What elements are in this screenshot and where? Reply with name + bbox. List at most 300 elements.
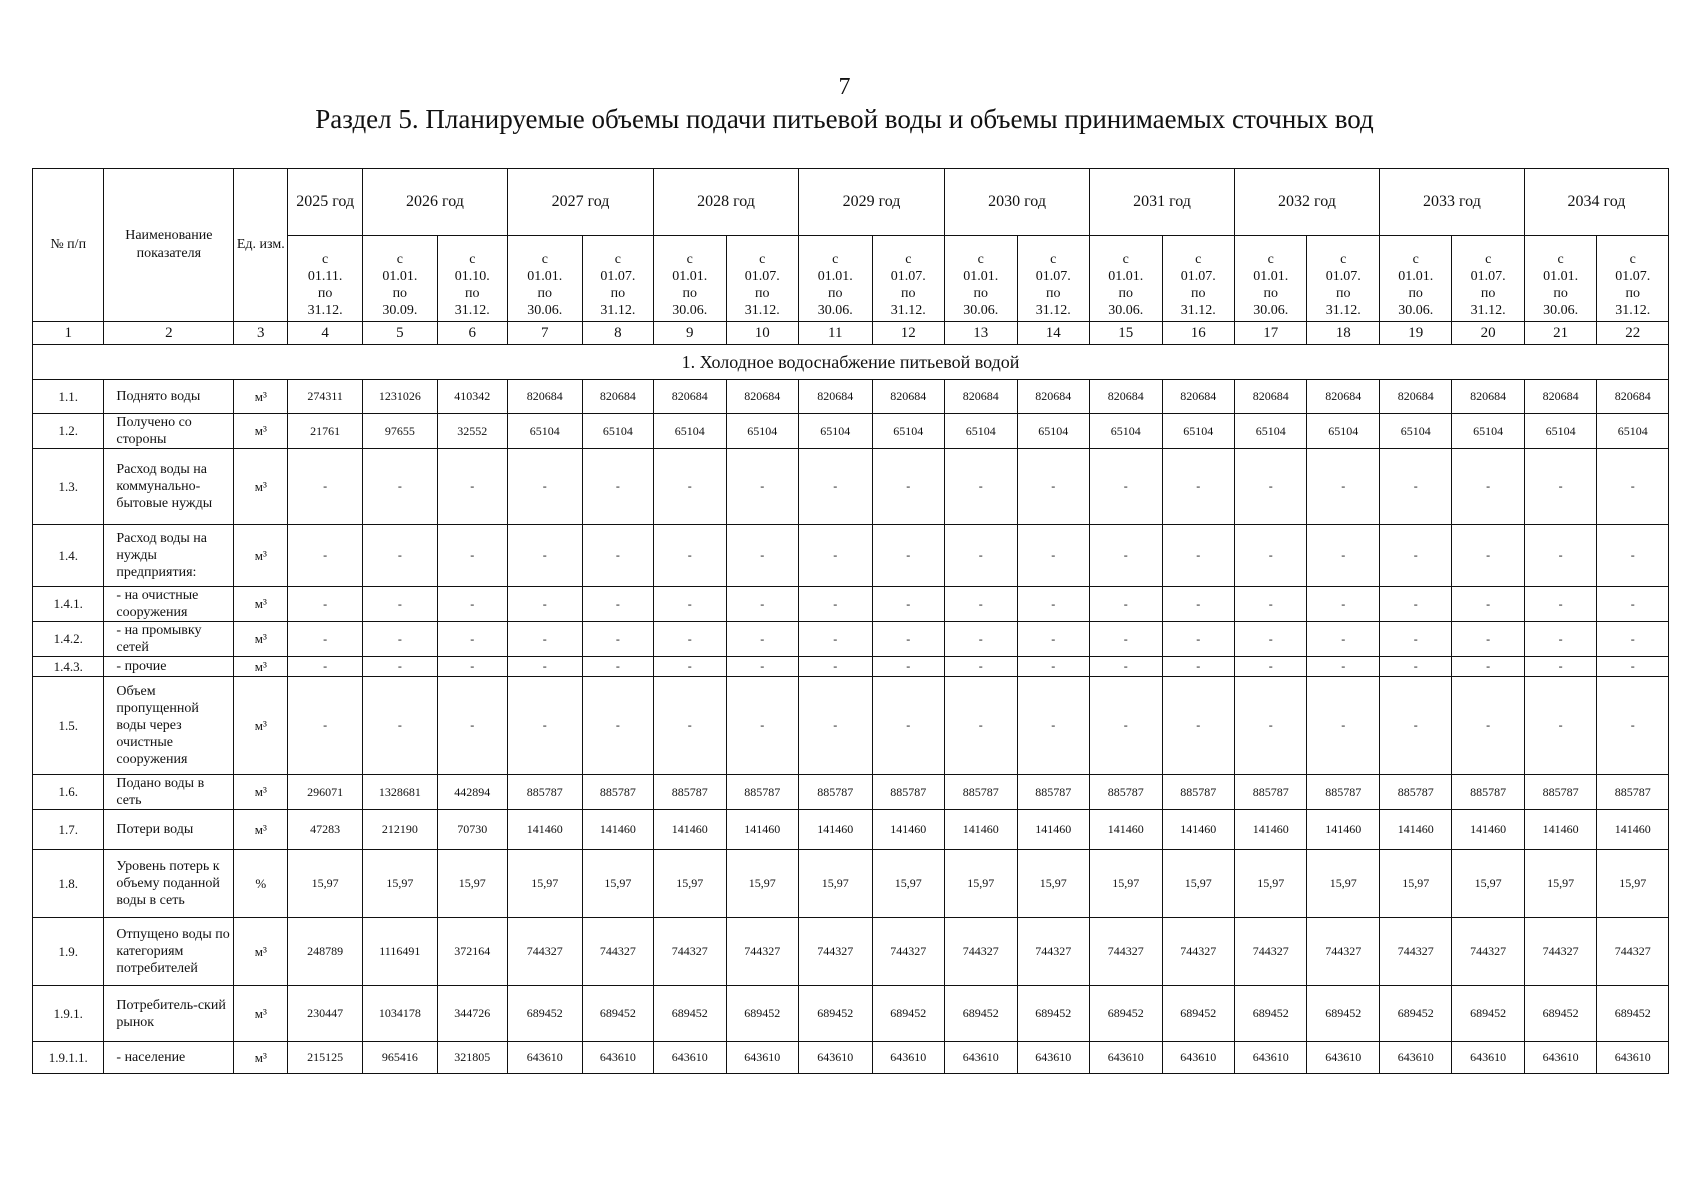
- period-line: по: [828, 286, 843, 301]
- value-cell: -: [1524, 525, 1596, 587]
- row-name: Уровень потерь к объему поданной воды в сеть: [104, 850, 234, 918]
- value-cell: 689452: [945, 986, 1017, 1042]
- value-cell: -: [507, 449, 582, 525]
- header-period: [1234, 236, 1306, 322]
- value-cell: 689452: [1597, 986, 1669, 1042]
- period-line: с: [396, 252, 403, 267]
- period-line: 01.07.: [1035, 269, 1071, 284]
- header-row-years: [33, 169, 1669, 236]
- value-cell: -: [437, 449, 507, 525]
- row-name: Получено со стороны: [104, 414, 234, 449]
- value-cell: 885787: [1017, 775, 1089, 810]
- column-number: 19: [1379, 322, 1451, 345]
- value-cell: -: [945, 449, 1017, 525]
- value-cell: -: [437, 677, 507, 775]
- value-cell: -: [1597, 449, 1669, 525]
- row-unit: м³: [234, 657, 288, 677]
- row-name: - на промывку сетей: [104, 622, 234, 657]
- value-cell: 15,97: [1162, 850, 1234, 918]
- value-cell: 689452: [582, 986, 653, 1042]
- table-row: [33, 449, 1669, 525]
- value-cell: 141460: [1452, 810, 1524, 850]
- value-cell: 65104: [1452, 414, 1524, 449]
- period-line: по: [1480, 286, 1496, 301]
- period-line: 01.11.: [307, 269, 343, 284]
- header-period: [362, 236, 437, 322]
- table-row: [33, 587, 1669, 622]
- value-cell: 65104: [1090, 414, 1162, 449]
- value-cell: -: [1307, 622, 1379, 657]
- value-cell: -: [1597, 622, 1669, 657]
- period-line: с: [469, 252, 476, 267]
- value-cell: 215125: [288, 1042, 363, 1074]
- value-cell: 965416: [362, 1042, 437, 1074]
- row-number: 1.7.: [33, 810, 104, 850]
- value-cell: -: [1162, 525, 1234, 587]
- header-period: [1017, 236, 1089, 322]
- period-line: 01.07.: [600, 269, 636, 284]
- value-cell: 15,97: [362, 850, 437, 918]
- row-name: Поднято воды: [104, 380, 234, 414]
- value-cell: -: [582, 449, 653, 525]
- value-cell: -: [1234, 622, 1306, 657]
- value-cell: 643610: [1452, 1042, 1524, 1074]
- value-cell: -: [1234, 525, 1306, 587]
- value-cell: 643610: [1307, 1042, 1379, 1074]
- value-cell: -: [1524, 449, 1596, 525]
- header-num: № п/п: [33, 169, 104, 322]
- value-cell: 820684: [1234, 380, 1306, 414]
- table-row: [33, 775, 1669, 810]
- value-cell: 141460: [507, 810, 582, 850]
- value-cell: 744327: [1452, 918, 1524, 986]
- period-line: 01.01.: [672, 269, 708, 284]
- row-name: Расход воды на коммунально-бытовые нужды: [104, 449, 234, 525]
- row-number: 1.4.: [33, 525, 104, 587]
- value-cell: -: [507, 622, 582, 657]
- value-cell: 15,97: [1307, 850, 1379, 918]
- row-number: 1.4.2.: [33, 622, 104, 657]
- column-number: 4: [288, 322, 363, 345]
- value-cell: 820684: [582, 380, 653, 414]
- table-row: [33, 810, 1669, 850]
- value-cell: -: [1597, 587, 1669, 622]
- row-number: 1.2.: [33, 414, 104, 449]
- value-cell: -: [507, 677, 582, 775]
- value-cell: 885787: [1307, 775, 1379, 810]
- value-cell: 885787: [726, 775, 798, 810]
- value-cell: 820684: [1524, 380, 1596, 414]
- value-cell: -: [1307, 677, 1379, 775]
- value-cell: -: [288, 677, 363, 775]
- period-line: 31.12.: [1035, 303, 1071, 318]
- period-line: по: [1118, 286, 1133, 301]
- row-number: 1.4.3.: [33, 657, 104, 677]
- value-cell: 1034178: [362, 986, 437, 1042]
- value-cell: -: [945, 587, 1017, 622]
- value-cell: -: [437, 657, 507, 677]
- header-period: [1524, 236, 1596, 322]
- period-line: по: [610, 286, 626, 301]
- value-cell: 820684: [654, 380, 726, 414]
- value-cell: -: [1090, 587, 1162, 622]
- value-cell: 65104: [1307, 414, 1379, 449]
- value-cell: -: [945, 525, 1017, 587]
- value-cell: 744327: [1017, 918, 1089, 986]
- value-cell: 689452: [872, 986, 944, 1042]
- value-cell: -: [1090, 677, 1162, 775]
- period-line: 01.01.: [1253, 269, 1289, 284]
- value-cell: 15,97: [288, 850, 363, 918]
- value-cell: 32552: [437, 414, 507, 449]
- period-line: 31.12.: [744, 303, 780, 318]
- value-cell: 65104: [1162, 414, 1234, 449]
- column-number: 9: [654, 322, 726, 345]
- table-row: [33, 622, 1669, 657]
- column-number: 14: [1017, 322, 1089, 345]
- value-cell: 15,97: [1234, 850, 1306, 918]
- value-cell: -: [1234, 657, 1306, 677]
- value-cell: 65104: [582, 414, 653, 449]
- value-cell: -: [799, 587, 873, 622]
- value-cell: 15,97: [1090, 850, 1162, 918]
- period-line: по: [317, 286, 333, 301]
- period-line: 01.01.: [1108, 269, 1144, 284]
- value-cell: 65104: [1597, 414, 1669, 449]
- value-cell: -: [1017, 622, 1089, 657]
- value-cell: -: [872, 587, 944, 622]
- value-cell: -: [726, 449, 798, 525]
- period-line: с: [686, 252, 693, 267]
- value-cell: -: [1162, 677, 1234, 775]
- value-cell: 689452: [1452, 986, 1524, 1042]
- header-period: [872, 236, 944, 322]
- period-line: с: [614, 252, 621, 267]
- value-cell: -: [437, 587, 507, 622]
- period-line: 30.06.: [527, 303, 563, 318]
- value-cell: 744327: [507, 918, 582, 986]
- value-cell: -: [1017, 677, 1089, 775]
- period-line: по: [1553, 286, 1568, 301]
- section-row: [33, 345, 1669, 380]
- value-cell: 141460: [1307, 810, 1379, 850]
- value-cell: -: [799, 677, 873, 775]
- value-cell: 820684: [507, 380, 582, 414]
- period-line: по: [392, 286, 408, 301]
- value-cell: 643610: [726, 1042, 798, 1074]
- value-cell: 15,97: [945, 850, 1017, 918]
- row-unit: м³: [234, 587, 288, 622]
- period-line: 31.12.: [1325, 303, 1361, 318]
- column-number: 16: [1162, 322, 1234, 345]
- period-line: 01.07.: [1180, 269, 1216, 284]
- value-cell: -: [1307, 657, 1379, 677]
- value-cell: -: [654, 525, 726, 587]
- column-number: 5: [362, 322, 437, 345]
- period-line: 30.09.: [382, 303, 418, 318]
- header-year: 2030 год: [945, 169, 1090, 236]
- value-cell: 212190: [362, 810, 437, 850]
- value-cell: -: [1379, 525, 1451, 587]
- value-cell: 820684: [945, 380, 1017, 414]
- column-number: 21: [1524, 322, 1596, 345]
- value-cell: 643610: [1234, 1042, 1306, 1074]
- value-cell: 65104: [1524, 414, 1596, 449]
- value-cell: 70730: [437, 810, 507, 850]
- value-cell: 820684: [1090, 380, 1162, 414]
- value-cell: 689452: [1162, 986, 1234, 1042]
- value-cell: -: [799, 657, 873, 677]
- value-cell: 744327: [582, 918, 653, 986]
- value-cell: -: [362, 587, 437, 622]
- row-number: 1.6.: [33, 775, 104, 810]
- value-cell: -: [1524, 587, 1596, 622]
- row-number: 1.4.1.: [33, 587, 104, 622]
- value-cell: -: [582, 587, 653, 622]
- period-line: с: [1485, 252, 1492, 267]
- table-row: [33, 850, 1669, 918]
- value-cell: 689452: [1017, 986, 1089, 1042]
- value-cell: -: [1452, 657, 1524, 677]
- row-name: - прочие: [104, 657, 234, 677]
- period-line: по: [682, 286, 698, 301]
- value-cell: 1116491: [362, 918, 437, 986]
- value-cell: 643610: [872, 1042, 944, 1074]
- value-cell: 15,97: [582, 850, 653, 918]
- period-line: по: [1263, 286, 1278, 301]
- column-number: 12: [872, 322, 944, 345]
- period-line: с: [1050, 252, 1057, 267]
- value-cell: 643610: [799, 1042, 873, 1074]
- value-cell: 65104: [1379, 414, 1451, 449]
- value-cell: -: [726, 587, 798, 622]
- header-period: [1307, 236, 1379, 322]
- period-line: с: [1195, 252, 1202, 267]
- value-cell: 274311: [288, 380, 363, 414]
- period-line: с: [1267, 252, 1274, 267]
- period-line: по: [537, 286, 553, 301]
- value-cell: -: [872, 622, 944, 657]
- value-cell: -: [1379, 677, 1451, 775]
- value-cell: -: [872, 525, 944, 587]
- period-line: 30.06.: [817, 303, 853, 318]
- water-volumes-table: [32, 168, 1669, 1074]
- value-cell: 65104: [945, 414, 1017, 449]
- value-cell: 643610: [582, 1042, 653, 1074]
- value-cell: 820684: [1379, 380, 1451, 414]
- column-number: 6: [437, 322, 507, 345]
- value-cell: -: [362, 525, 437, 587]
- value-cell: -: [582, 525, 653, 587]
- value-cell: -: [1452, 449, 1524, 525]
- table-row: [33, 657, 1669, 677]
- row-number: 1.1.: [33, 380, 104, 414]
- period-line: по: [1046, 286, 1061, 301]
- value-cell: 65104: [799, 414, 873, 449]
- value-cell: 65104: [1017, 414, 1089, 449]
- value-cell: 885787: [872, 775, 944, 810]
- row-number: 1.8.: [33, 850, 104, 918]
- value-cell: 1328681: [362, 775, 437, 810]
- value-cell: -: [1452, 587, 1524, 622]
- value-cell: 15,97: [654, 850, 726, 918]
- value-cell: 372164: [437, 918, 507, 986]
- row-unit: м³: [234, 986, 288, 1042]
- value-cell: -: [1379, 657, 1451, 677]
- value-cell: 141460: [1234, 810, 1306, 850]
- value-cell: 410342: [437, 380, 507, 414]
- value-cell: 65104: [872, 414, 944, 449]
- page-title: Раздел 5. Планируемые объемы подачи питьевой воды и объемы принимаемых сточных вод: [315, 104, 1374, 134]
- period-line: по: [1625, 286, 1640, 301]
- header-year: 2026 год: [362, 169, 507, 236]
- value-cell: 643610: [1379, 1042, 1451, 1074]
- value-cell: -: [1524, 657, 1596, 677]
- header-year: 2028 год: [654, 169, 799, 236]
- value-cell: 820684: [1307, 380, 1379, 414]
- value-cell: -: [582, 657, 653, 677]
- header-year: 2033 год: [1379, 169, 1524, 236]
- value-cell: -: [799, 622, 873, 657]
- value-cell: -: [1017, 657, 1089, 677]
- value-cell: -: [1162, 449, 1234, 525]
- value-cell: 643610: [507, 1042, 582, 1074]
- row-number: 1.9.1.: [33, 986, 104, 1042]
- value-cell: -: [872, 449, 944, 525]
- header-year: 2034 год: [1524, 169, 1668, 236]
- value-cell: 885787: [1090, 775, 1162, 810]
- value-cell: 47283: [288, 810, 363, 850]
- header-period: [799, 236, 873, 322]
- value-cell: 141460: [872, 810, 944, 850]
- value-cell: -: [1234, 449, 1306, 525]
- period-line: с: [1629, 252, 1636, 267]
- period-line: 31.12.: [454, 303, 490, 318]
- value-cell: -: [1234, 677, 1306, 775]
- header-period: [288, 236, 363, 322]
- value-cell: -: [1307, 449, 1379, 525]
- value-cell: 15,97: [726, 850, 798, 918]
- period-line: 01.07.: [1615, 269, 1651, 284]
- row-unit: м³: [234, 414, 288, 449]
- value-cell: -: [1452, 525, 1524, 587]
- period-line: 31.12.: [1470, 303, 1506, 318]
- value-cell: 689452: [1307, 986, 1379, 1042]
- value-cell: -: [654, 657, 726, 677]
- value-cell: -: [1597, 677, 1669, 775]
- value-cell: 230447: [288, 986, 363, 1042]
- value-cell: -: [362, 657, 437, 677]
- value-cell: 885787: [799, 775, 873, 810]
- value-cell: -: [945, 677, 1017, 775]
- period-line: 01.10.: [454, 269, 490, 284]
- value-cell: 15,97: [437, 850, 507, 918]
- value-cell: -: [1017, 587, 1089, 622]
- table-row: [33, 986, 1669, 1042]
- value-cell: 65104: [507, 414, 582, 449]
- value-cell: 885787: [945, 775, 1017, 810]
- header-year: 2025 год: [288, 169, 363, 236]
- value-cell: -: [1162, 587, 1234, 622]
- column-number: 17: [1234, 322, 1306, 345]
- row-name: - на очистные сооружения: [104, 587, 234, 622]
- value-cell: 820684: [872, 380, 944, 414]
- value-cell: 141460: [1597, 810, 1669, 850]
- value-cell: 15,97: [1597, 850, 1669, 918]
- value-cell: 141460: [654, 810, 726, 850]
- value-cell: -: [1452, 677, 1524, 775]
- row-name: Подано воды в сеть: [104, 775, 234, 810]
- value-cell: 885787: [1524, 775, 1596, 810]
- value-cell: -: [507, 657, 582, 677]
- value-cell: 744327: [1090, 918, 1162, 986]
- period-line: по: [901, 286, 916, 301]
- value-cell: -: [1162, 657, 1234, 677]
- value-cell: 442894: [437, 775, 507, 810]
- value-cell: -: [654, 622, 726, 657]
- row-unit: м³: [234, 918, 288, 986]
- value-cell: -: [1017, 449, 1089, 525]
- row-unit: м³: [234, 810, 288, 850]
- value-cell: -: [362, 677, 437, 775]
- period-line: 01.01.: [1398, 269, 1434, 284]
- period-line: 30.06.: [1253, 303, 1289, 318]
- row-unit: м³: [234, 449, 288, 525]
- column-number: 11: [799, 322, 873, 345]
- header-period: [1597, 236, 1669, 322]
- column-number: 7: [507, 322, 582, 345]
- value-cell: -: [582, 622, 653, 657]
- header-period: [1452, 236, 1524, 322]
- value-cell: 820684: [1162, 380, 1234, 414]
- value-cell: -: [507, 525, 582, 587]
- value-cell: -: [1379, 622, 1451, 657]
- row-number: 1.9.: [33, 918, 104, 986]
- column-numbers-row: [33, 322, 1669, 345]
- period-line: по: [755, 286, 770, 301]
- value-cell: -: [1524, 677, 1596, 775]
- value-cell: 744327: [872, 918, 944, 986]
- value-cell: -: [1090, 525, 1162, 587]
- value-cell: 15,97: [1524, 850, 1596, 918]
- table-row: [33, 1042, 1669, 1074]
- period-line: по: [1335, 286, 1351, 301]
- value-cell: 744327: [1597, 918, 1669, 986]
- column-number: 18: [1307, 322, 1379, 345]
- value-cell: -: [1307, 525, 1379, 587]
- value-cell: -: [437, 525, 507, 587]
- row-unit: м³: [234, 380, 288, 414]
- value-cell: 141460: [1524, 810, 1596, 850]
- value-cell: 141460: [1379, 810, 1451, 850]
- column-number: 20: [1452, 322, 1524, 345]
- column-number: 8: [582, 322, 653, 345]
- table-row: [33, 525, 1669, 587]
- period-line: 30.06.: [1108, 303, 1144, 318]
- period-line: с: [1557, 252, 1564, 267]
- value-cell: 65104: [726, 414, 798, 449]
- period-line: с: [541, 252, 548, 267]
- row-name: Потери воды: [104, 810, 234, 850]
- value-cell: 744327: [1524, 918, 1596, 986]
- value-cell: -: [1452, 622, 1524, 657]
- value-cell: 820684: [1597, 380, 1669, 414]
- value-cell: 744327: [945, 918, 1017, 986]
- value-cell: -: [288, 622, 363, 657]
- value-cell: -: [437, 622, 507, 657]
- header-unit: Ед. изм.: [234, 169, 288, 322]
- value-cell: 15,97: [507, 850, 582, 918]
